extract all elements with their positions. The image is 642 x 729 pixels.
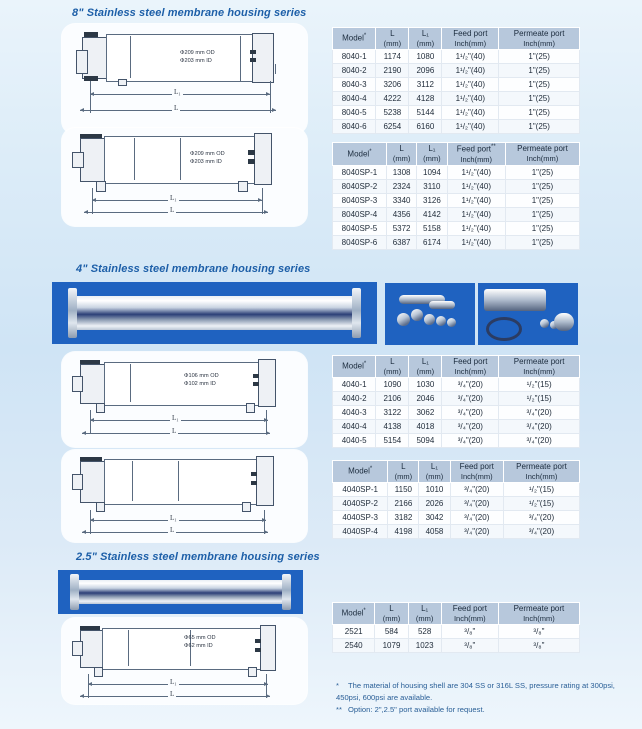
cell-feed-port: 1¹/₂"(40) bbox=[442, 64, 499, 78]
cell-permeate-port: 1"(25) bbox=[505, 166, 579, 180]
cell-l1: 2046 bbox=[409, 392, 442, 406]
callout-id-8inch-bottom: Φ203 mm ID bbox=[190, 159, 222, 166]
cell-l1: 1023 bbox=[408, 639, 441, 653]
footnote-2 bbox=[336, 704, 636, 716]
table-row bbox=[333, 166, 580, 180]
cell-model: 8040-6 bbox=[333, 120, 376, 134]
cell-feed-port: ³/₄"(20) bbox=[442, 406, 499, 420]
table-header-row bbox=[333, 28, 580, 50]
cell-l: 5154 bbox=[376, 434, 409, 448]
cell-l1: 6174 bbox=[417, 236, 447, 250]
cell-permeate-port: ³/₈" bbox=[498, 639, 579, 653]
th-permeate-port: Permeate port Inch(mm) bbox=[499, 356, 580, 378]
th-model: Model* bbox=[333, 356, 376, 378]
th-model: Model* bbox=[333, 461, 388, 483]
cell-l1: 1080 bbox=[409, 50, 442, 64]
cell-l1: 3110 bbox=[417, 180, 447, 194]
cell-model: 8040-2 bbox=[333, 64, 376, 78]
table-row bbox=[333, 406, 580, 420]
th-feed-port: Feed port Inch(mm) bbox=[441, 603, 498, 625]
cell-feed-port: 1¹/₂"(40) bbox=[447, 208, 505, 222]
cell-feed-port: 1¹/₂"(40) bbox=[447, 166, 505, 180]
cell-feed-port: ³/₄"(20) bbox=[442, 392, 499, 406]
cell-l: 3206 bbox=[376, 78, 409, 92]
cell-l1: 4058 bbox=[419, 525, 450, 539]
drawing-panel-8inch-top bbox=[62, 24, 307, 134]
cell-l: 5372 bbox=[386, 222, 416, 236]
th-l: L (mm) bbox=[388, 461, 419, 483]
cell-model: 8040SP-1 bbox=[333, 166, 387, 180]
cell-l1: 5158 bbox=[417, 222, 447, 236]
table-row bbox=[333, 639, 580, 653]
cell-permeate-port: 1"(25) bbox=[505, 194, 579, 208]
cell-model: 4040-5 bbox=[333, 434, 376, 448]
cell-l: 2324 bbox=[386, 180, 416, 194]
cell-model: 4040SP-1 bbox=[333, 483, 388, 497]
callout-od-4inch: Φ106 mm OD bbox=[184, 373, 219, 379]
cell-l1: 1010 bbox=[419, 483, 450, 497]
cell-l: 584 bbox=[375, 625, 408, 639]
cell-permeate-port: ¹/₂"(15) bbox=[499, 392, 580, 406]
table-body-2521 bbox=[333, 625, 580, 653]
cell-permeate-port: ³/₄"(20) bbox=[504, 525, 580, 539]
callout-id-8inch: Φ203 mm ID bbox=[180, 58, 212, 65]
dim-label-l-8inch-bottom: L bbox=[170, 206, 175, 214]
table-row bbox=[333, 236, 580, 250]
table-header-row bbox=[333, 143, 580, 166]
cell-l1: 4018 bbox=[409, 420, 442, 434]
product-photo-components bbox=[478, 283, 578, 345]
drawing-panel-4inch-top bbox=[62, 352, 307, 447]
cell-feed-port: ³/₄"(20) bbox=[450, 525, 504, 539]
cell-l1: 3062 bbox=[409, 406, 442, 420]
footnote-1-marker: * bbox=[336, 681, 339, 690]
cell-l: 3122 bbox=[376, 406, 409, 420]
th-l: L (mm) bbox=[376, 356, 409, 378]
cell-l: 1174 bbox=[376, 50, 409, 64]
cell-l1: 2096 bbox=[409, 64, 442, 78]
table-4040sp bbox=[332, 460, 580, 539]
th-permeate-port: Permeate port Inch(mm) bbox=[499, 28, 580, 50]
footnote-1 bbox=[336, 680, 636, 704]
callout-od-8inch-bottom: Φ209 mm OD bbox=[190, 151, 225, 157]
th-l: L (mm) bbox=[375, 603, 408, 625]
table-8040sp bbox=[332, 142, 580, 250]
cell-feed-port: 1¹/₂"(40) bbox=[447, 180, 505, 194]
cell-model: 8040SP-5 bbox=[333, 222, 387, 236]
th-l1: L₁ (mm) bbox=[409, 28, 442, 50]
product-photo-clamps bbox=[385, 283, 475, 345]
cell-l: 6254 bbox=[376, 120, 409, 134]
cell-l1: 2026 bbox=[419, 497, 450, 511]
th-feed-port: Feed port Inch(mm) bbox=[442, 28, 499, 50]
drawing-panel-8inch-bottom bbox=[62, 128, 307, 226]
cell-permeate-port: 1"(25) bbox=[505, 222, 579, 236]
cell-l: 4356 bbox=[386, 208, 416, 222]
cell-feed-port: 1¹/₂"(40) bbox=[442, 120, 499, 134]
table-row bbox=[333, 434, 580, 448]
table-row bbox=[333, 392, 580, 406]
cell-l1: 5094 bbox=[409, 434, 442, 448]
product-photo-25inch-vessel bbox=[58, 570, 303, 614]
cell-model: 8040SP-4 bbox=[333, 208, 387, 222]
cell-feed-port: ³/₄"(20) bbox=[442, 420, 499, 434]
cell-feed-port: 1¹/₂"(40) bbox=[442, 92, 499, 106]
drawing-panel-25inch bbox=[62, 618, 307, 704]
cell-feed-port: ³/₄"(20) bbox=[450, 483, 504, 497]
cell-model: 8040SP-6 bbox=[333, 236, 387, 250]
cell-permeate-port: 1"(25) bbox=[499, 106, 580, 120]
table-header-row bbox=[333, 356, 580, 378]
cell-feed-port: 1¹/₂"(40) bbox=[447, 194, 505, 208]
cell-permeate-port: 1"(25) bbox=[505, 236, 579, 250]
cell-permeate-port: ¹/₂"(15) bbox=[504, 483, 580, 497]
cell-permeate-port: ³/₄"(20) bbox=[499, 434, 580, 448]
th-l1: L₁ (mm) bbox=[408, 603, 441, 625]
th-feed-port: Feed port Inch(mm) bbox=[442, 356, 499, 378]
cell-permeate-port: ³/₄"(20) bbox=[504, 511, 580, 525]
cell-l1: 6160 bbox=[409, 120, 442, 134]
cell-l: 1308 bbox=[386, 166, 416, 180]
cell-l: 2106 bbox=[376, 392, 409, 406]
cell-model: 8040-3 bbox=[333, 78, 376, 92]
product-photo-4inch-vessel bbox=[52, 282, 377, 344]
cell-model: 4040SP-4 bbox=[333, 525, 388, 539]
cell-permeate-port: 1"(25) bbox=[499, 120, 580, 134]
footnote-1-text: The material of housing shell are 304 SS or 316L SS, pressure rating at 300psi, 450psi, 600psi are available. bbox=[336, 681, 615, 702]
cell-permeate-port: ¹/₂"(15) bbox=[499, 378, 580, 392]
dim-label-l-8inch-top: L bbox=[174, 104, 179, 112]
cell-l: 3182 bbox=[388, 511, 419, 525]
th-feed-port: Feed port** Inch(mm) bbox=[447, 143, 505, 166]
table-body-8040 bbox=[333, 50, 580, 134]
cell-feed-port: 1¹/₂"(40) bbox=[442, 78, 499, 92]
dim-label-l-4inch-bottom: L bbox=[170, 526, 175, 534]
table-row bbox=[333, 194, 580, 208]
table-2521 bbox=[332, 602, 580, 653]
th-permeate-port: Permeate port Inch(mm) bbox=[505, 143, 579, 166]
callout-od-8inch: Φ209 mm OD bbox=[180, 50, 215, 56]
cell-l: 2166 bbox=[388, 497, 419, 511]
cell-feed-port: 1¹/₂"(40) bbox=[447, 222, 505, 236]
cell-model: 8040-4 bbox=[333, 92, 376, 106]
cell-l: 1090 bbox=[376, 378, 409, 392]
callout-id-25inch: Φ62 mm ID bbox=[184, 643, 213, 650]
th-l1: L₁ (mm) bbox=[419, 461, 450, 483]
table-row bbox=[333, 420, 580, 434]
cell-l: 1079 bbox=[375, 639, 408, 653]
table-row bbox=[333, 180, 580, 194]
table-body-8040sp bbox=[333, 166, 580, 250]
section-title-8inch: 8" Stainless steel membrane housing series bbox=[72, 7, 307, 19]
cell-feed-port: 1¹/₂"(40) bbox=[447, 236, 505, 250]
th-model: Model* bbox=[333, 28, 376, 50]
table-row bbox=[333, 64, 580, 78]
table-row bbox=[333, 78, 580, 92]
table-row bbox=[333, 511, 580, 525]
cell-feed-port: 1¹/₂"(40) bbox=[442, 106, 499, 120]
drawing-panel-4inch-bottom bbox=[62, 450, 307, 542]
cell-l1: 1094 bbox=[417, 166, 447, 180]
cell-l1: 3042 bbox=[419, 511, 450, 525]
dim-label-l-4inch-top: L bbox=[172, 427, 177, 435]
cell-feed-port: ³/₈" bbox=[441, 625, 498, 639]
cell-l: 4222 bbox=[376, 92, 409, 106]
cell-model: 4040-2 bbox=[333, 392, 376, 406]
table-row bbox=[333, 50, 580, 64]
cell-permeate-port: ³/₄"(20) bbox=[499, 406, 580, 420]
dim-label-l1-4inch-top: L₁ bbox=[172, 414, 179, 422]
cell-model: 8040-1 bbox=[333, 50, 376, 64]
cell-permeate-port: 1"(25) bbox=[499, 64, 580, 78]
dim-label-l1-8inch-top: L₁ bbox=[174, 88, 181, 96]
cell-model: 8040SP-3 bbox=[333, 194, 387, 208]
cell-permeate-port: 1"(25) bbox=[505, 208, 579, 222]
table-row bbox=[333, 483, 580, 497]
th-l: L (mm) bbox=[386, 143, 416, 166]
th-l1: L₁ (mm) bbox=[409, 356, 442, 378]
cell-model: 4040-4 bbox=[333, 420, 376, 434]
cell-permeate-port: 1"(25) bbox=[499, 78, 580, 92]
th-l: L (mm) bbox=[376, 28, 409, 50]
callout-id-4inch: Φ102 mm ID bbox=[184, 381, 216, 388]
table-row bbox=[333, 497, 580, 511]
table-row bbox=[333, 106, 580, 120]
cell-feed-port: ³/₄"(20) bbox=[450, 497, 504, 511]
cell-l: 4198 bbox=[388, 525, 419, 539]
cell-model: 4040-3 bbox=[333, 406, 376, 420]
cell-model: 2521 bbox=[333, 625, 375, 639]
dim-label-l1-4inch-bottom: L₁ bbox=[170, 514, 177, 522]
th-permeate-port: Permeate port Inch(mm) bbox=[498, 603, 579, 625]
cell-model: 4040SP-3 bbox=[333, 511, 388, 525]
table-row bbox=[333, 525, 580, 539]
cell-l1: 5144 bbox=[409, 106, 442, 120]
footnote-2-text: Option: 2",2.5" port available for request. bbox=[348, 704, 485, 714]
cell-feed-port: ³/₄"(20) bbox=[442, 434, 499, 448]
table-8040 bbox=[332, 27, 580, 134]
table-row bbox=[333, 92, 580, 106]
cell-permeate-port: ¹/₂"(15) bbox=[504, 497, 580, 511]
cell-permeate-port: 1"(25) bbox=[505, 180, 579, 194]
cell-l1: 3112 bbox=[409, 78, 442, 92]
table-row bbox=[333, 378, 580, 392]
table-row bbox=[333, 120, 580, 134]
section-title-4inch: 4" Stainless steel membrane housing series bbox=[76, 263, 311, 275]
footnote-2-marker: ** bbox=[336, 704, 342, 714]
cell-l: 5238 bbox=[376, 106, 409, 120]
cell-feed-port: ³/₈" bbox=[441, 639, 498, 653]
th-l1: L₁ (mm) bbox=[417, 143, 447, 166]
cell-permeate-port: 1"(25) bbox=[499, 50, 580, 64]
cell-l: 1150 bbox=[388, 483, 419, 497]
th-permeate-port: Permeate port Inch(mm) bbox=[504, 461, 580, 483]
table-header-row bbox=[333, 603, 580, 625]
cell-l: 2190 bbox=[376, 64, 409, 78]
th-feed-port: Feed port Inch(mm) bbox=[450, 461, 504, 483]
cell-l1: 4128 bbox=[409, 92, 442, 106]
dim-label-l1-8inch-bottom: L₁ bbox=[170, 194, 177, 202]
table-row bbox=[333, 625, 580, 639]
cell-model: 8040SP-2 bbox=[333, 180, 387, 194]
dim-label-l1-25inch: L₁ bbox=[170, 678, 177, 686]
th-model: Model* bbox=[333, 603, 375, 625]
table-4040 bbox=[332, 355, 580, 448]
cell-l1: 528 bbox=[408, 625, 441, 639]
cell-model: 8040-5 bbox=[333, 106, 376, 120]
cell-model: 2540 bbox=[333, 639, 375, 653]
callout-od-25inch: Φ65 mm OD bbox=[184, 635, 216, 641]
table-header-row bbox=[333, 461, 580, 483]
table-row bbox=[333, 222, 580, 236]
cell-l1: 1030 bbox=[409, 378, 442, 392]
cell-feed-port: ³/₄"(20) bbox=[450, 511, 504, 525]
cell-l1: 4142 bbox=[417, 208, 447, 222]
cell-l1: 3126 bbox=[417, 194, 447, 208]
cell-l: 4138 bbox=[376, 420, 409, 434]
cell-permeate-port: ³/₈" bbox=[498, 625, 579, 639]
dim-label-l-25inch: L bbox=[170, 690, 175, 698]
cell-feed-port: ³/₄"(20) bbox=[442, 378, 499, 392]
cell-l: 6387 bbox=[386, 236, 416, 250]
section-title-25inch: 2.5" Stainless steel membrane housing series bbox=[76, 551, 320, 563]
cell-l: 3340 bbox=[386, 194, 416, 208]
cell-model: 4040-1 bbox=[333, 378, 376, 392]
table-row bbox=[333, 208, 580, 222]
footnotes bbox=[336, 680, 636, 715]
cell-permeate-port: ³/₄"(20) bbox=[499, 420, 580, 434]
th-model: Model* bbox=[333, 143, 387, 166]
table-body-4040 bbox=[333, 378, 580, 448]
table-body-4040sp bbox=[333, 483, 580, 539]
cell-feed-port: 1¹/₂"(40) bbox=[442, 50, 499, 64]
cell-permeate-port: 1"(25) bbox=[499, 92, 580, 106]
cell-model: 4040SP-2 bbox=[333, 497, 388, 511]
